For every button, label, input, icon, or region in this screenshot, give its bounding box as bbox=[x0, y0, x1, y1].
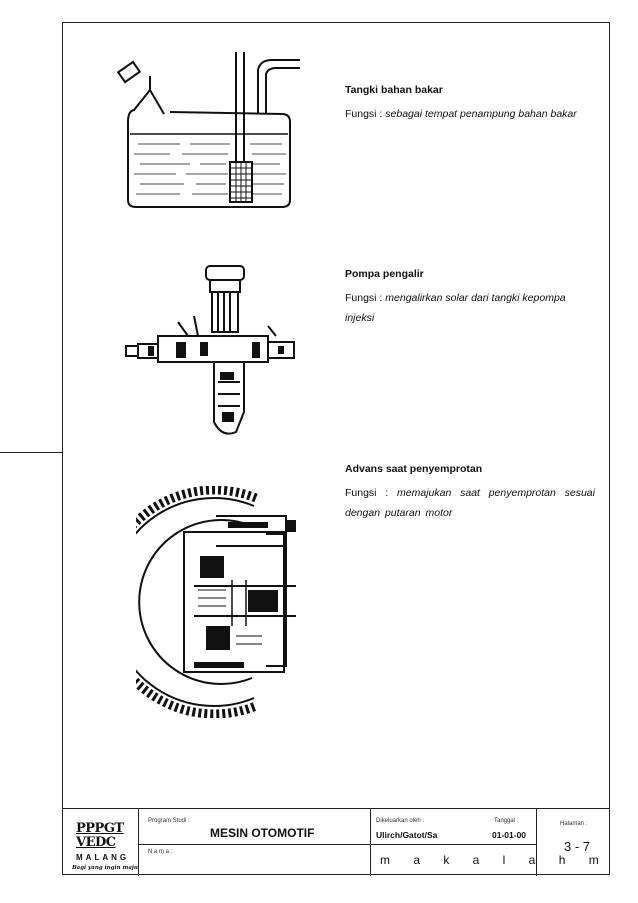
fuel-tank-illustration bbox=[110, 52, 300, 212]
tanggal-value: 01-01-00 bbox=[492, 830, 527, 840]
title-block bbox=[62, 808, 610, 875]
item-description bbox=[345, 483, 595, 523]
item-description bbox=[345, 288, 595, 328]
item-title: Advans saat penyemprotan bbox=[345, 463, 483, 475]
fungsi-text: mengalirkan solar dari tangki kepompa injeksi bbox=[345, 292, 566, 324]
item-feed-pump bbox=[345, 268, 595, 328]
logo-slogan: Bagi yang ingin maju bbox=[72, 865, 138, 871]
divider bbox=[370, 809, 371, 876]
halaman-label: Halaman : bbox=[560, 821, 588, 827]
item-title: Tangki bahan bakar bbox=[345, 84, 443, 96]
item-fuel-tank bbox=[345, 84, 595, 124]
halaman-value: 3 - 7 bbox=[564, 839, 591, 854]
logo-city: MALANG bbox=[76, 853, 130, 862]
institution-logo bbox=[62, 809, 138, 876]
makalah-text: m a k a l a h m bbox=[380, 853, 609, 867]
fungsi-label: Fungsi : bbox=[345, 487, 398, 499]
injection-advance-gear-illustration bbox=[136, 486, 314, 718]
divider bbox=[138, 809, 139, 876]
divider bbox=[138, 844, 536, 845]
fungsi-text: sebagai tempat penampung bahan bakar bbox=[385, 108, 577, 120]
feed-pump-illustration bbox=[118, 262, 303, 452]
left-margin-mark bbox=[0, 452, 62, 453]
item-title: Pompa pengalir bbox=[345, 268, 424, 280]
fungsi-label: Fungsi : bbox=[345, 108, 386, 120]
fungsi-label: Fungsi : bbox=[345, 292, 386, 304]
fungsi-text: memajukan saat penyemprotan sesuai dengan putaran motor bbox=[345, 487, 595, 519]
item-advance-unit bbox=[345, 463, 595, 523]
tanggal-label: Tanggal : bbox=[494, 818, 519, 824]
program-studi-label: Program Studi : bbox=[148, 818, 190, 824]
program-studi-value: MESIN OTOMOTIF bbox=[210, 826, 315, 840]
nama-label: N a m a : bbox=[148, 849, 173, 855]
logo-line-1: PPPGT bbox=[76, 821, 124, 836]
logo-line-2: VEDC bbox=[76, 835, 116, 850]
dikeluarkan-value: Ulirch/Gatot/Sa bbox=[376, 830, 438, 840]
dikeluarkan-label: Dikeluarkan oleh : bbox=[376, 818, 425, 824]
item-description bbox=[345, 104, 595, 124]
